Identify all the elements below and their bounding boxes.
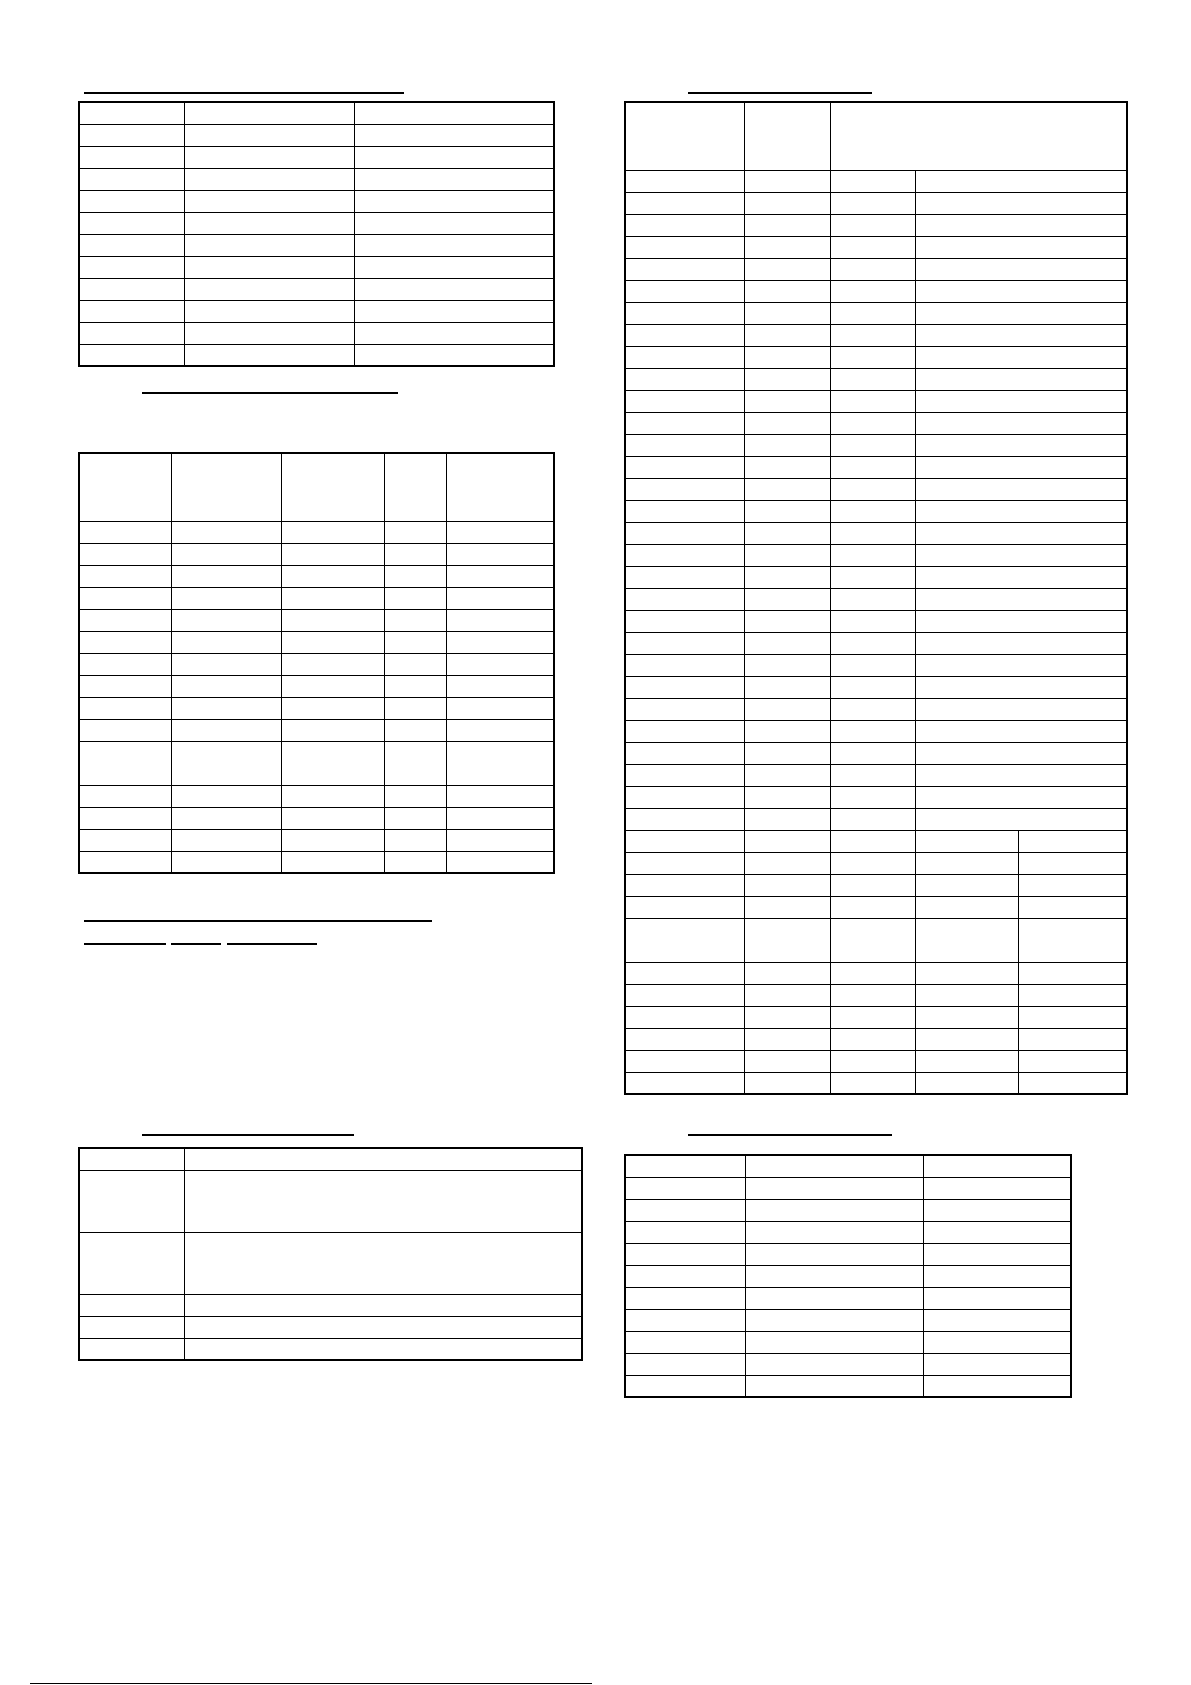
- table-3: [78, 1147, 583, 1361]
- table-row: [625, 720, 1127, 742]
- table-2: [78, 452, 555, 874]
- table-row: [625, 412, 1127, 434]
- table-row: [79, 785, 554, 807]
- table-row: [79, 609, 554, 631]
- table-row: [625, 764, 1127, 786]
- table-row: [79, 344, 554, 366]
- table-row: [625, 236, 1127, 258]
- table-row: [625, 830, 1127, 852]
- table-row: [625, 566, 1127, 588]
- table-row: [625, 962, 1127, 984]
- table-row: [625, 1265, 1071, 1287]
- table-row: [625, 1331, 1071, 1353]
- table-5: [624, 1154, 1072, 1398]
- table-row: [625, 1006, 1127, 1028]
- table-1: [78, 101, 555, 367]
- table-row: [625, 544, 1127, 566]
- table-row: [625, 456, 1127, 478]
- table-row: [625, 1221, 1071, 1243]
- section-title-rule: [84, 943, 166, 945]
- table-row: [625, 632, 1127, 654]
- table-row: [625, 742, 1127, 764]
- table-row: [79, 653, 554, 675]
- table-row: [625, 390, 1127, 412]
- table-row: [625, 918, 1127, 962]
- section-title-rule: [84, 92, 404, 94]
- table-row: [625, 984, 1127, 1006]
- table-row: [625, 258, 1127, 280]
- table-row: [625, 346, 1127, 368]
- table-row: [625, 192, 1127, 214]
- table-row: [625, 874, 1127, 896]
- table-row: [625, 654, 1127, 676]
- table-row: [625, 280, 1127, 302]
- table-row: [625, 896, 1127, 918]
- table-row: [79, 1294, 582, 1316]
- table-row: [625, 852, 1127, 874]
- table-row: [625, 588, 1127, 610]
- table-row: [79, 587, 554, 609]
- table-row: [625, 500, 1127, 522]
- table-row: [625, 1155, 1071, 1177]
- section-title-rule: [84, 920, 432, 922]
- table-row: [625, 434, 1127, 456]
- table-row: [625, 1028, 1127, 1050]
- table-row: [625, 1309, 1071, 1331]
- table-row: [79, 1232, 582, 1294]
- table-row: [79, 190, 554, 212]
- table-row: [79, 543, 554, 565]
- table-row: [79, 719, 554, 741]
- table-row: [79, 322, 554, 344]
- table-row: [625, 786, 1127, 808]
- table-row: [79, 521, 554, 543]
- table-row: [625, 1177, 1071, 1199]
- table-row: [79, 631, 554, 653]
- table-row: [79, 1148, 582, 1170]
- table-row: [79, 1338, 582, 1360]
- table-row: [625, 1353, 1071, 1375]
- table-row: [625, 1050, 1127, 1072]
- table-row: [79, 146, 554, 168]
- table-row: [79, 278, 554, 300]
- section-title-rule: [142, 392, 398, 394]
- table-row: [625, 1375, 1071, 1397]
- table-row: [79, 829, 554, 851]
- table-row: [79, 675, 554, 697]
- table-row: [79, 1316, 582, 1338]
- table-row: [625, 676, 1127, 698]
- table-row: [79, 212, 554, 234]
- table-row: [625, 102, 1127, 170]
- section-title-rule: [227, 943, 317, 945]
- table-row: [79, 256, 554, 278]
- table-row: [625, 610, 1127, 632]
- table-row: [79, 741, 554, 785]
- section-title-rule: [171, 943, 221, 945]
- table-row: [79, 1170, 582, 1232]
- section-title-rule: [688, 92, 872, 94]
- table-4: [624, 101, 1128, 1095]
- table-row: [79, 851, 554, 873]
- table-row: [625, 214, 1127, 236]
- table-row: [625, 324, 1127, 346]
- table-row: [79, 565, 554, 587]
- table-row: [625, 170, 1127, 192]
- table-row: [79, 168, 554, 190]
- table-row: [79, 807, 554, 829]
- table-row: [79, 453, 554, 521]
- table-row: [625, 1287, 1071, 1309]
- table-row: [625, 478, 1127, 500]
- footer-rule: [30, 1683, 592, 1684]
- table-row: [625, 698, 1127, 720]
- table-row: [625, 1243, 1071, 1265]
- table-row: [79, 697, 554, 719]
- section-title-rule: [142, 1134, 354, 1136]
- table-row: [79, 234, 554, 256]
- table-row: [625, 522, 1127, 544]
- table-row: [625, 808, 1127, 830]
- table-row: [79, 124, 554, 146]
- table-row: [79, 300, 554, 322]
- table-row: [625, 1199, 1071, 1221]
- table-row: [625, 1072, 1127, 1094]
- section-title-rule: [688, 1134, 892, 1136]
- table-row: [625, 368, 1127, 390]
- table-row: [79, 102, 554, 124]
- table-row: [625, 302, 1127, 324]
